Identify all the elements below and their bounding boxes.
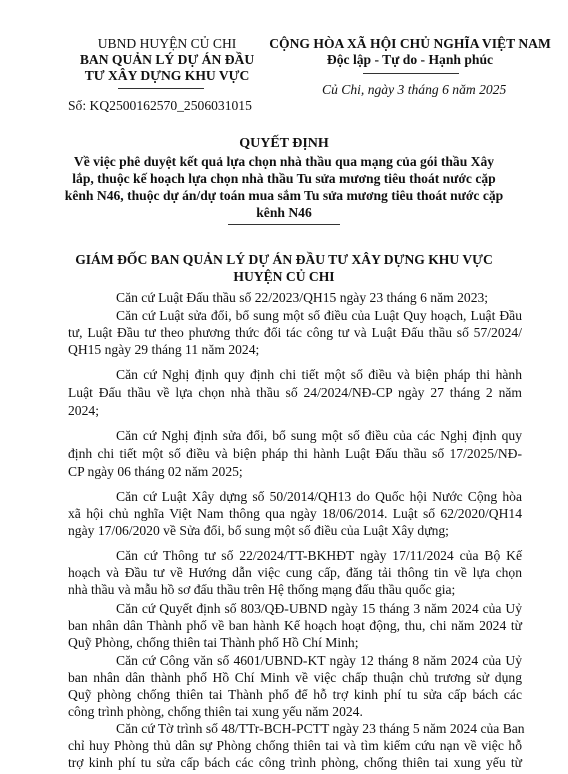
national-motto: Độc lập - Tự do - Hạnh phúc	[326, 52, 494, 67]
decision-title: QUYẾT ĐỊNH	[239, 136, 329, 151]
body-line: QH15 ngày 29 tháng 11 năm 2024;	[68, 342, 260, 357]
body-line: Căn cứ Tờ trình số 48/TTr-BCH-PCTT ngày 23 tháng 5 năm 2024 của Ban	[116, 721, 525, 736]
issuing-organization	[68, 36, 266, 84]
body-line: Căn cứ Luật Xây dựng số 50/2014/QH13 do Quốc hội Nước Cộng hòa	[116, 489, 522, 504]
document-number: Số: KQ2500162570_2506031015	[68, 98, 252, 113]
body-line: Căn cứ Quyết định số 803/QĐ-UBND ngày 15 tháng 3 năm 2024 của Uỷ	[116, 601, 522, 616]
authority-line-2: HUYỆN CỦ CHI	[233, 269, 335, 284]
org-underline	[118, 88, 204, 89]
org-line-3: TƯ XÂY DỰNG KHU VỰC	[84, 68, 250, 83]
body-line: Căn cứ Công văn số 4601/UBND-KT ngày 12 tháng 8 năm 2024 của Uỷ	[116, 653, 522, 668]
body-line: ngày 17/06/2020 về Sửa đổi, bổ sung một số điều của Luật Xây dựng;	[68, 523, 449, 538]
body-line: Căn cứ Thông tư số 22/2024/TT-BKHĐT ngày 17/11/2024 của Bộ Kế	[116, 548, 522, 563]
body-line: trợ kinh phí tu sửa cấp bách các công trình phòng, chống thiên tai xung yếu từ	[68, 755, 522, 770]
body-line: Quỹ Phòng, chống thiên tai Thành phố Hồ Chí Minh;	[68, 635, 359, 650]
body-line: 2024;	[68, 403, 99, 418]
body-line: ban nhân dân Thành phố về ban hành Kế hoạch hoạt động, thu, chi năm 2024 từ	[68, 618, 522, 633]
body-line: Căn cứ Luật sửa đổi, bổ sung một số điều của Luật Quy hoạch, Luật Đầu	[116, 308, 522, 323]
body-line: hoạch và Đầu tư về Hướng dẫn việc cung cấp, đăng tải thông tin về lựa chọn	[68, 565, 522, 580]
place-and-date: Củ Chi, ngày 3 tháng 6 năm 2025	[322, 82, 507, 97]
body-line: Căn cứ Luật Đấu thầu số 22/2023/QH15 ngày 23 tháng 6 năm 2023;	[116, 290, 489, 305]
body-line: xã hội chủ nghĩa Việt Nam thông qua ngày 18/06/2014. Luật số 62/2020/QH14	[68, 506, 522, 521]
title-underline	[228, 224, 340, 225]
body-line: ban nhân dân thành phố Hồ Chí Minh về việc chấp thuận chủ trương sử dụng	[68, 670, 522, 685]
body-line: Căn cứ Nghị định quy định chi tiết một số điều và biện pháp thi hành	[116, 367, 522, 382]
body-line: nhà thầu và mẫu hồ sơ đấu thầu trên Hệ thống mạng đấu thầu quốc gia;	[68, 582, 456, 597]
national-header	[262, 36, 558, 68]
subject-line: lắp, thuộc kế hoạch lựa chọn nhà thầu Tu sửa mương tiêu thoát nước cặp	[72, 171, 496, 186]
body-line: định chi tiết một số điều và biện pháp thi hành Luật Đấu thầu số 17/2025/NĐ-	[68, 446, 522, 461]
authority-line-1: GIÁM ĐỐC BAN QUẢN LÝ DỰ ÁN ĐẦU TƯ XÂY DỰNG KHU VỰC	[75, 252, 493, 267]
body-line: tư, Luật Đầu tư theo phương thức đối tác công tư và Luật Đấu thầu số 57/2024/	[68, 325, 522, 340]
decision-subject	[60, 153, 508, 221]
nation-name: CỘNG HÒA XÃ HỘI CHỦ NGHĨA VIỆT NAM	[269, 36, 551, 51]
body-line: công trình phòng, chống thiên tai xung yếu năm 2024.	[68, 704, 363, 719]
org-line-1: UBND HUYỆN CỦ CHI	[97, 36, 237, 51]
subject-line: kênh N46, thuộc dự án/dự toán mua sắm Tu sửa mương tiêu thoát nước cặp	[64, 188, 504, 203]
subject-line: Về việc phê duyệt kết quả lựa chọn nhà thầu qua mạng của gói thầu Xây	[73, 154, 495, 169]
body-line: chỉ huy Phòng thủ dân sự Phòng chống thiên tai và tìm kiếm cứu nạn về việc hỗ	[68, 738, 522, 753]
issuing-authority	[40, 251, 528, 285]
body-line: Quỹ phòng chống thiên tai Thành phố để hỗ trợ kinh phí tu sửa cấp bách các	[68, 687, 522, 702]
body-line: CP ngày 06 tháng 02 năm 2025;	[68, 464, 243, 479]
subject-line: kênh N46	[256, 205, 312, 220]
motto-underline	[363, 73, 459, 74]
body-line: Luật Đấu thầu về lựa chọn nhà thầu số 24/2024/NĐ-CP ngày 27 tháng 2 năm	[68, 385, 522, 400]
org-line-2: BAN QUẢN LÝ DỰ ÁN ĐẦU	[79, 52, 255, 67]
body-line: Căn cứ Nghị định sửa đổi, bổ sung một số điều của các Nghị định quy	[116, 428, 522, 443]
